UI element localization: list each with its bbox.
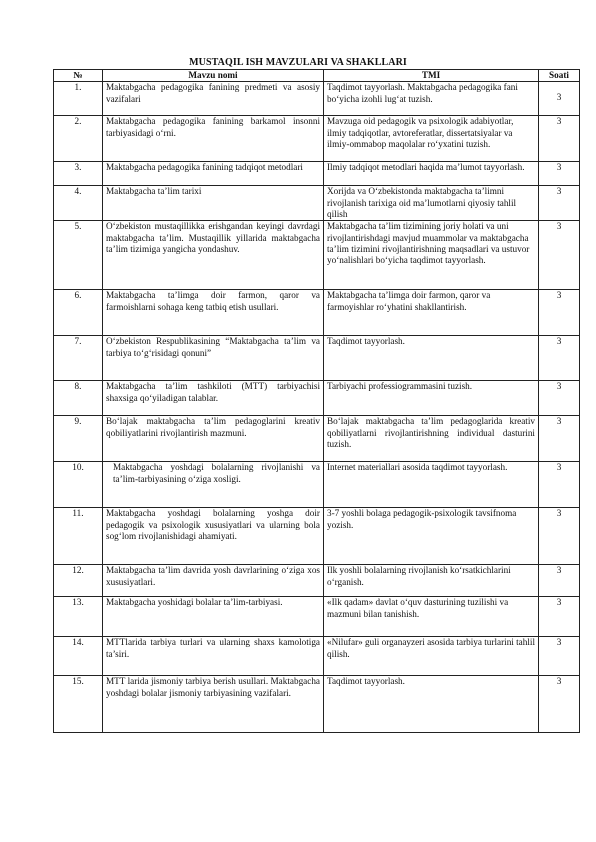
row-number: 7. — [54, 336, 103, 381]
table-row — [54, 565, 580, 597]
row-hours: 3 — [539, 416, 580, 462]
row-number: 14. — [54, 637, 103, 676]
row-tmi: Taqdimot tayyorlash. — [324, 336, 539, 381]
row-topic: MTTlarida tarbiya turlari va ularning shaxs kamolotiga ta’siri. — [103, 637, 324, 676]
header-topic: Mavzu nomi — [103, 70, 324, 82]
row-tmi: Taqdimot tayyorlash. Maktabgacha pedagogika fani bo‘yicha izohli lug‘at tuzish. — [324, 82, 539, 116]
table-row — [54, 508, 580, 565]
row-number: 10. — [54, 462, 103, 508]
table-row — [54, 336, 580, 381]
header-tmi: TMI — [324, 70, 539, 82]
row-tmi: Internet materiallari asosida taqdimot tayyorlash. — [324, 462, 539, 508]
row-number: 4. — [54, 186, 103, 221]
row-tmi: «Nilufar» guli organayzeri asosida tarbiya turlarini tahlil qilish. — [324, 637, 539, 676]
row-number: 12. — [54, 565, 103, 597]
row-number: 5. — [54, 221, 103, 290]
topics-table — [53, 69, 580, 733]
table-row — [54, 381, 580, 416]
row-topic: O‘zbekiston Respublikasining “Maktabgacha ta’lim va tarbiya to‘g‘risidagi qonuni” — [103, 336, 324, 381]
row-topic: Maktabgacha ta’lim tarixi — [103, 186, 324, 221]
table-row — [54, 290, 580, 336]
row-hours: 3 — [539, 221, 580, 290]
row-number: 1. — [54, 82, 103, 116]
row-hours: 3 — [539, 116, 580, 162]
table-row — [54, 462, 580, 508]
row-hours: 3 — [539, 508, 580, 565]
table-row — [54, 597, 580, 637]
row-hours: 3 — [539, 186, 580, 221]
row-hours: 3 — [539, 462, 580, 508]
table-header-row — [54, 70, 580, 82]
row-hours: 3 — [539, 381, 580, 416]
row-tmi: 3-7 yoshli bolaga pedagogik-psixologik tavsifnoma yozish. — [324, 508, 539, 565]
row-tmi: Tarbiyachi professiogrammasini tuzish. — [324, 381, 539, 416]
table-row — [54, 162, 580, 186]
row-topic: Maktabgacha ta’lim davrida yosh davrlarining o‘ziga xos xususiyatlari. — [103, 565, 324, 597]
row-topic: Maktabgacha ta’lim tashkiloti (MTT) tarbiyachisi shaxsiga qo‘yiladigan talablar. — [103, 381, 324, 416]
table-row — [54, 637, 580, 676]
row-tmi: Ilk yoshli bolalarning rivojlanish ko‘rsatkichlarini o‘rganish. — [324, 565, 539, 597]
row-number: 11. — [54, 508, 103, 565]
row-topic: Maktabgacha ta’limga doir farmon, qaror va farmoishlarni sohaga keng tatbiq etish usullari. — [103, 290, 324, 336]
row-number: 15. — [54, 676, 103, 733]
row-tmi: Maktabgacha ta’limga doir farmon, qaror va farmoyishlar ro‘yhatini shakllantirish. — [324, 290, 539, 336]
table-row — [54, 116, 580, 162]
row-number: 13. — [54, 597, 103, 637]
row-tmi: Ilmiy tadqiqot metodlari haqida ma’lumot tayyorlash. — [324, 162, 539, 186]
row-tmi: Bo‘lajak maktabgacha ta’lim pedagoglarida kreativ qobiliyatlarni rivojlantirishning individual dasturini tuzish. — [324, 416, 539, 462]
header-number: № — [54, 70, 103, 82]
row-hours: 3 — [539, 597, 580, 637]
row-number: 6. — [54, 290, 103, 336]
row-topic: Maktabgacha yoshdagi bolalarning yoshga doir pedagogik va psixologik xususiyatlari va ularning bola sog‘lom rivojlanishidagi ahamiyati. — [103, 508, 324, 565]
row-topic: Maktabgacha pedagogika fanining tadqiqot metodlari — [103, 162, 324, 186]
row-topic: Maktabgacha pedagogika fanining barkamol insonni tarbiyasidagi o‘rni. — [103, 116, 324, 162]
row-hours: 3 — [539, 290, 580, 336]
row-tmi: Xorijda va O‘zbekistonda maktabgacha ta’limni rivojlanish tarixiga oid ma’lumotlarni qiyosiy tahlil qilish — [324, 186, 539, 221]
row-hours: 3 — [539, 637, 580, 676]
row-hours: 3 — [539, 676, 580, 733]
row-number: 8. — [54, 381, 103, 416]
row-number: 2. — [54, 116, 103, 162]
document-title: MUSTAQIL ISH MAVZULARI VA SHAKLLARI — [189, 57, 407, 68]
table-row — [54, 676, 580, 733]
header-hours: Soati — [539, 70, 580, 82]
row-tmi: Maktabgacha ta’lim tizimining joriy holati va uni rivojlantirishdagi mavjud muammolar va maktabgacha ta’lim tizimini rivojlantirishning maqsadlari va ustuvor yo‘nalishlari bo‘yicha taqdimot tayyorlash. — [324, 221, 539, 290]
table-row — [54, 82, 580, 116]
row-tmi: «Ilk qadam» davlat o‘quv dasturining tuzilishi va mazmuni bilan tanishish. — [324, 597, 539, 637]
row-number: 3. — [54, 162, 103, 186]
row-topic: Maktabgacha yoshidagi bolalar ta’lim-tarbiyasi. — [103, 597, 324, 637]
row-topic: MTT larida jismoniy tarbiya berish usullari. Maktabgacha yoshdagi bolalar jismoniy tarbiyasining vazifalari. — [103, 676, 324, 733]
row-topic: Maktabgacha pedagogika fanining predmeti va asosiy vazifalari — [103, 82, 324, 116]
row-hours: 3 — [539, 162, 580, 186]
row-hours: 3 — [539, 336, 580, 381]
row-tmi: Mavzuga oid pedagogik va psixologik adabiyotlar, ilmiy tadqiqotlar, avtoreferatlar, dissertatsiyalar va ilmiy-ommabop maqolalar ro‘yxatini tuzish. — [324, 116, 539, 162]
row-hours: 3 — [539, 82, 580, 116]
row-topic: Bo‘lajak maktabgacha ta’lim pedagoglarini kreativ qobiliyatlarini rivojlantirish mazmuni. — [103, 416, 324, 462]
table-row — [54, 186, 580, 221]
row-hours: 3 — [539, 565, 580, 597]
table-row — [54, 416, 580, 462]
row-topic: O‘zbekiston mustaqillikka erishgandan keyingi davrdagi maktabgacha ta’lim. Mustaqillik yillarida maktabgacha ta’lim tizimiga yangicha yondashuv. — [103, 221, 324, 290]
row-topic: Maktabgacha yoshdagi bolalarning rivojlanishi va ta’lim-tarbiyasining o‘ziga xosligi. — [103, 462, 324, 508]
table-row — [54, 221, 580, 290]
row-number: 9. — [54, 416, 103, 462]
row-tmi: Taqdimot tayyorlash. — [324, 676, 539, 733]
